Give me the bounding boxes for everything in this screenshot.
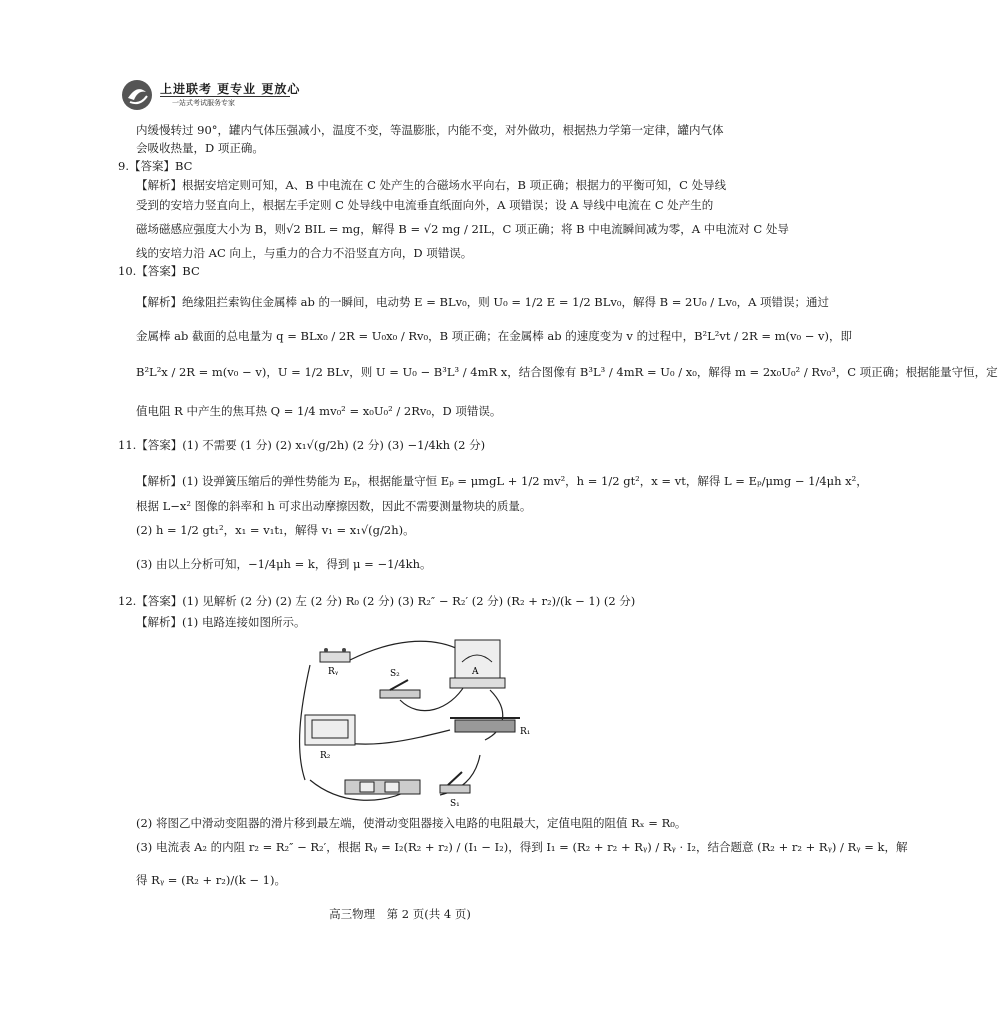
brand-logo-icon — [120, 78, 154, 112]
text-line: 会吸收热量，D 项正确。 — [136, 141, 264, 155]
answer-heading: 9.【答案】BC — [118, 159, 193, 173]
ammeter — [450, 640, 505, 688]
brand-title: 上进联考 更专业 更放心 — [160, 82, 301, 96]
answer-heading: 11.【答案】(1) 不需要 (1 分) (2) x₁√(g/2h) (2 分) (3) −1/4kh (2 分) — [118, 438, 486, 452]
switch-s2 — [380, 680, 420, 698]
text-line: 根据 L−x² 图像的斜率和 h 可求出动摩擦因数，因此不需要测量物块的质量。 — [136, 499, 532, 513]
text-line: 金属棒 ab 截面的总电量为 q = BLx₀ / 2R = U₀x₀ / Rv₀，B 项正确；在金属棒 ab 的速度变为 v 的过程中，B²L²vt / 2R = m(v₀ − v)，即 — [136, 329, 853, 343]
text-line: (3) 电流表 A₂ 的内阻 r₂ = R₂″ − R₂′，根据 Rᵧ = I₂(R₂ + r₂) / (I₁ − I₂)，得到 I₁ = (R₂ + r₂ + Rᵧ) / Rᵧ · I₂，结合题意 (R₂ + r₂ + Rᵧ) / Rᵧ = k，解 — [136, 840, 908, 854]
label-r2: R₂ — [320, 751, 331, 761]
label-s1: S₁ — [450, 799, 460, 809]
text-line: 【解析】根据安培定则可知，A、B 中电流在 C 处产生的合磁场水平向右，B 项正确；根据力的平衡可知，C 处导线 — [136, 178, 727, 192]
circuit-diagram — [290, 630, 530, 810]
text-line: (2) h = 1/2 gt₁²，x₁ = v₁t₁，解得 v₁ = x₁√(g/2h)。 — [136, 523, 415, 537]
text-line: (3) 由以上分析可知，−1/4μh = k，得到 μ = −1/4kh。 — [136, 557, 432, 571]
power-box — [305, 715, 355, 745]
text-line: 磁场磁感应强度大小为 B，则√2 BIL = mg，解得 B = √2 mg / 2IL，C 项正确；将 B 中电流瞬间减为零，A 中电流对 C 处导 — [136, 222, 789, 236]
text-line: (2) 将图乙中滑动变阻器的滑片移到最左端，使滑动变阻器接入电路的电阻最大，定值电阻的阻值 Rₓ = R₀。 — [136, 816, 687, 830]
resistor-bank — [345, 780, 420, 794]
text-line: 受到的安培力竖直向上，根据左手定则 C 处导线中电流垂直纸面向外，A 项错误；设 A 导线中电流在 C 处产生的 — [136, 198, 714, 212]
brand-divider — [160, 96, 290, 97]
text-line: 【解析】(1) 电路连接如图所示。 — [136, 615, 306, 629]
answer-heading: 10.【答案】BC — [118, 264, 200, 278]
brand-slogan: 一站式考试服务专家 — [172, 99, 235, 107]
text-line: 得 Rᵧ = (R₂ + r₂)/(k − 1)。 — [136, 873, 286, 887]
resistance-box — [320, 648, 350, 662]
text-line: 【解析】(1) 设弹簧压缩后的弹性势能为 Eₚ，根据能量守恒 Eₚ = μmgL + 1/2 mv²，h = 1/2 gt²，x = vt，解得 L = Eₚ/μmg − 1/4μh x²， — [136, 474, 868, 488]
publisher-logo — [120, 78, 301, 112]
text-line: B²L²x / 2R = m(v₀ − v)，U = 1/2 BLv，则 U = U₀ − B³L³ / 4mR x，结合图像有 B³L³ / 4mR = U₀ / x₀，解得 m = 2x₀U₀² / Rv₀³，C 项正确；根据能量守恒，定 — [136, 365, 998, 379]
text-line: 【解析】绝缘阻拦索钩住金属棒 ab 的一瞬间，电动势 E = BLv₀，则 U₀ = 1/2 E = 1/2 BLv₀，解得 B = 2U₀ / Lv₀，A 项错误；通过 — [136, 295, 830, 309]
label-ammeter: A — [472, 667, 479, 677]
sliding-rheostat — [450, 718, 520, 732]
page-footer: 高三物理 第 2 页(共 4 页) — [329, 907, 471, 921]
text-line: 线的安培力沿 AC 向上，与重力的合力不沿竖直方向，D 项错误。 — [136, 246, 473, 260]
label-s2: S₂ — [390, 669, 400, 679]
text-line: 内缓慢转过 90°，罐内气体压强减小，温度不变，等温膨胀，内能不变，对外做功，根据热力学第一定律，罐内气体 — [136, 123, 724, 137]
label-ry: Rᵧ — [328, 667, 339, 677]
text-line: 值电阻 R 中产生的焦耳热 Q = 1/4 mv₀² = x₀U₀² / 2Rv₀，D 项错误。 — [136, 404, 502, 418]
answer-heading: 12.【答案】(1) 见解析 (2 分) (2) 左 (2 分) R₀ (2 分) (3) R₂″ − R₂′ (2 分) (R₂ + r₂)/(k − 1) (2 分) — [118, 594, 636, 608]
label-r1: R₁ — [520, 727, 531, 737]
